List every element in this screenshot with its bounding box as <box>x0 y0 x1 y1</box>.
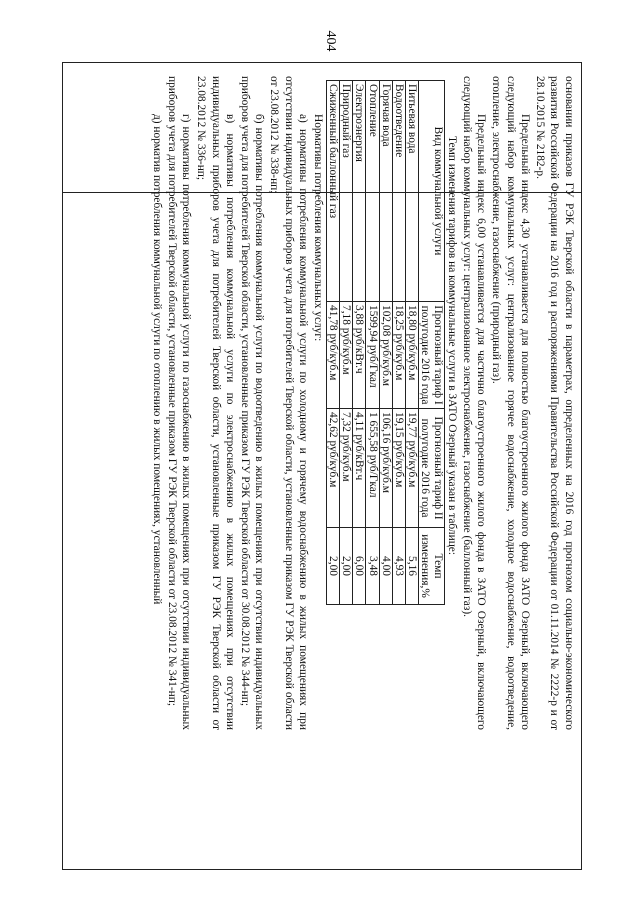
header-tariff-h2: Прогнозный тариф II полугодие 2016 года <box>419 409 444 528</box>
paragraph-norm-a: а) нормативы потребления коммунальной услуги по холодному и горячему водоснабжению в жилых помещениях при отсутствии индивидуальных приборов учета для потребителей Тверской области, установленные приказом ГУ РЭК Тверской области от 23.08.2012 № 338-нп; <box>268 76 310 730</box>
table-header-row <box>419 81 444 605</box>
paragraph-norm-e: д) норматив потребления коммунальной услуги по отоплению в жилых помещениях, установленный <box>151 114 164 605</box>
cell-tariff-h1: 7,18 руб/куб.м <box>340 302 353 409</box>
paragraph-index-430: Предельный индекс 4,30 устанавливается для полностью благоустроенного жилого фонда ЗАТО Озерный, включающего следующий набор коммунальных услуг: централизованное горячее водоснабжение, холодное водоснабжение, водоотведение, отопление, электроснабжение, газоснабжение (природный газ). <box>490 76 532 730</box>
cell-service: Отопление <box>366 81 379 302</box>
cell-tariff-h2: 7,32 руб/куб.м <box>340 409 353 528</box>
cell-tariff-h2: 106,16 руб/куб.м <box>379 409 392 528</box>
page-number: 404 <box>323 30 338 52</box>
table-row <box>353 81 366 605</box>
cell-tariff-h1: 1599,94 руб/Гкал <box>366 302 379 409</box>
paragraph-basis: основании приказов ГУ РЭК Тверской области в параметрах, определенных на 2016 год прогнозом социально-экономического развития Российской Федерации на 2016 год и распоряжениями Правительства Российской Федерации от 01.11.2014 № 2222-р и от 28.10.2015 № 2182-р. <box>533 76 575 730</box>
cell-tariff-h2: 42,62 руб/куб.м <box>326 409 339 528</box>
cell-service: Электроэнергия <box>353 81 366 302</box>
paragraph-norm-c: в) нормативы потребления коммунальной услуги по электроснабжению в жилых помещениях при отсутствии индивидуальных приборов учета для потребителей Тверской области, установленные приказом ГУ РЭК Тверской области от 23.08.2012 № 336-нп; <box>195 76 237 730</box>
header-tariff-h1: Прогнозный тариф I полугодие 2016 года <box>419 302 444 409</box>
cell-change-rate: 4,93 <box>392 528 405 605</box>
cell-service: Горячая вода <box>379 81 392 302</box>
table-row <box>366 81 379 605</box>
cell-tariff-h1: 102,08 руб/куб.м <box>379 302 392 409</box>
cell-service: Природный газ <box>340 81 353 302</box>
tariff-table <box>326 80 445 605</box>
document-body <box>70 68 578 738</box>
cell-change-rate: 2,00 <box>326 528 339 605</box>
header-service: Вид коммунальной услуги <box>419 81 444 302</box>
cell-change-rate: 6,00 <box>353 528 366 605</box>
cell-tariff-h1: 41,78 руб/куб.м <box>326 302 339 409</box>
table-row <box>392 81 405 605</box>
cell-service: Питьевая вода <box>406 81 419 302</box>
cell-tariff-h2: 1 655,58 руб/Гкал <box>366 409 379 528</box>
paragraph-norms-heading: Нормативы потребления коммунальных услуг: <box>311 114 324 342</box>
paragraph-norm-d: г) нормативы потребления коммунальной услуги по газоснабжению в жилых помещениях при отсутствии индивидуальных приборов учета для потребителей Тверской области, установленные приказом ГУ РЭК Тверской области от 23.08.2012 № 341-нп; <box>165 76 193 730</box>
cell-change-rate: 3,48 <box>366 528 379 605</box>
paragraph-norm-b: б) нормативы потребления коммунальной услуги по водоотведению в жилых помещениях при отсутствии индивидуальных приборов учета для потребителей Тверской области, установленные приказом ГУ РЭК Тверской области от 30.08.2012 № 344-нп; <box>238 76 266 730</box>
cell-service: Водоотведение <box>392 81 405 302</box>
cell-tariff-h2: 19,77 руб/куб.м <box>406 409 419 528</box>
cell-change-rate: 2,00 <box>340 528 353 605</box>
cell-tariff-h2: 19,15 руб/куб.м <box>392 409 405 528</box>
header-change-rate: Темп изменения,% <box>419 528 444 605</box>
cell-tariff-h1: 3,88 руб/кВт.ч <box>353 302 366 409</box>
cell-tariff-h1: 18,80 руб/куб.м <box>406 302 419 409</box>
cell-tariff-h1: 18,25 руб/куб.м <box>392 302 405 409</box>
table-row <box>379 81 392 605</box>
cell-tariff-h2: 4,11 руб/кВт.ч <box>353 409 366 528</box>
table-row <box>406 81 419 605</box>
table-caption: Темп изменения тарифов на коммунальные услуги в ЗАТО Озерный указан в таблице: <box>446 136 459 556</box>
paragraph-index-600: Предельный индекс 6,00 устанавливается для частично благоустроенного жилого фонда в ЗАТО Озерный, включающего следующий набор коммунальных услуг: централизованное электроснабжение, газоснабжение (баллонный газ). <box>460 76 488 730</box>
cell-change-rate: 5,16 <box>406 528 419 605</box>
cell-service: Сжиженный баллонный газ <box>326 81 339 302</box>
table-row <box>340 81 353 605</box>
cell-change-rate: 4,00 <box>379 528 392 605</box>
table-row <box>326 81 339 605</box>
